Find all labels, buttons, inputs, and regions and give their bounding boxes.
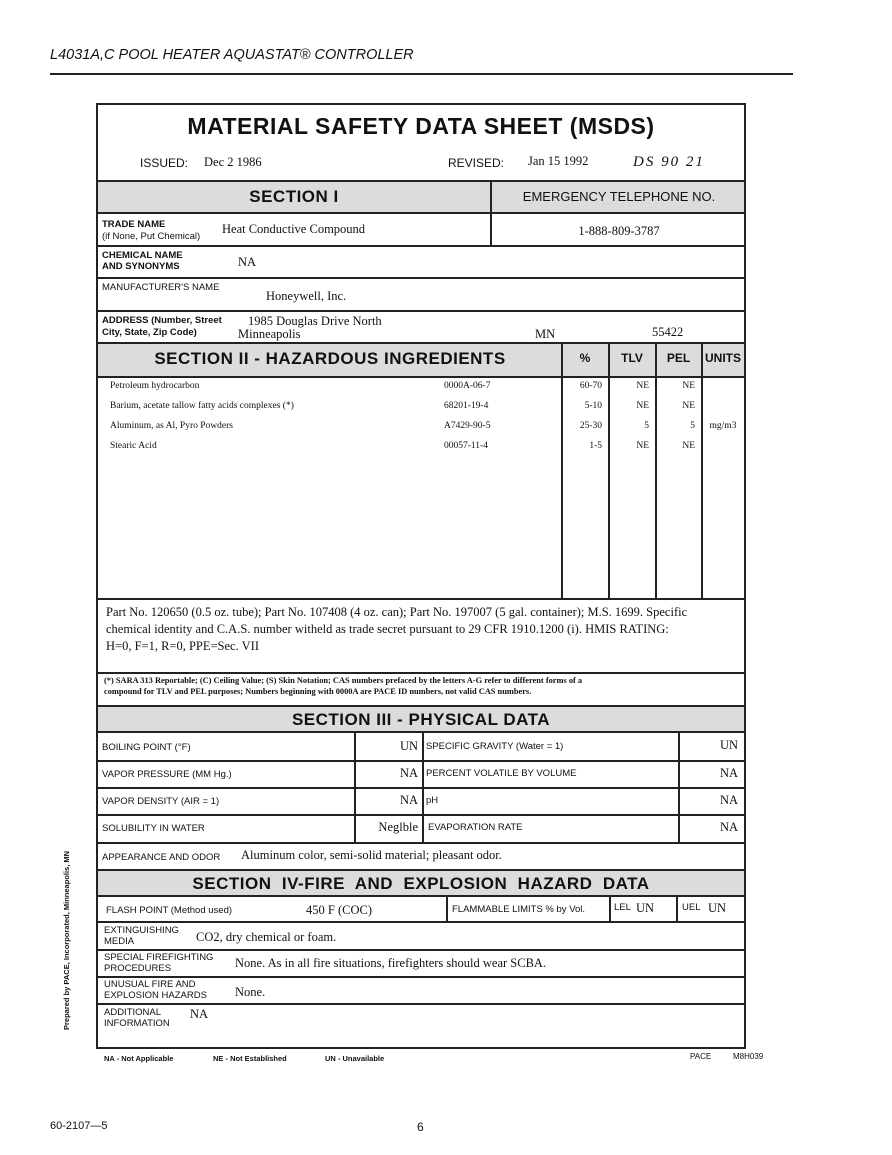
chem-name-value: NA xyxy=(238,255,257,269)
phys-value: NA xyxy=(719,766,738,780)
col-units: UNITS xyxy=(705,351,741,365)
emergency-heading: EMERGENCY TELEPHONE NO. xyxy=(522,189,716,204)
uel-label: UEL xyxy=(682,902,701,913)
handwritten-code: DS 90 21 xyxy=(633,154,705,170)
page-header-title: L4031A,C POOL HEATER AQUASTAT® CONTROLLER xyxy=(50,47,414,63)
revised-label: REVISED: xyxy=(448,156,505,170)
ingredient-cas: 00057-11-4 xyxy=(444,441,488,451)
trade-name-sub: (if None, Put Chemical) xyxy=(102,231,201,242)
appearance-label: APPEARANCE AND ODOR xyxy=(102,852,221,863)
col-pel: PEL xyxy=(666,351,691,365)
appearance-value: Aluminum color, semi-solid material; pleasant odor. xyxy=(241,848,502,862)
special-value: None. As in all fire situations, firefighters should wear SCBA. xyxy=(235,956,547,970)
phys-value: Neglble xyxy=(378,820,418,834)
phys-value: NA xyxy=(719,793,738,807)
part-note-3: H=0, F=1, R=0, PPE=Sec. VII xyxy=(106,639,259,653)
extinguishing-label-1: EXTINGUISHING xyxy=(104,925,179,936)
table-row xyxy=(98,441,744,461)
table-row xyxy=(98,814,744,842)
address-label: ADDRESS (Number, Street xyxy=(102,315,222,326)
manufacturer-label: MANUFACTURER'S NAME xyxy=(102,282,220,293)
table-row xyxy=(98,401,744,421)
header-rule xyxy=(50,73,793,75)
ingredient-name: Petroleum hydrocarbon xyxy=(110,381,200,391)
table-row xyxy=(98,787,744,814)
ingredient-pct: 25-30 xyxy=(579,421,602,431)
issued-value: Dec 2 1986 xyxy=(204,155,262,169)
table-row xyxy=(98,733,744,760)
ingredient-pel: NE xyxy=(682,441,695,451)
legend-code: M8H039 xyxy=(733,1052,764,1061)
ingredient-pct: 60-70 xyxy=(579,381,602,391)
issued-label: ISSUED: xyxy=(140,156,189,170)
col-tlv: TLV xyxy=(621,351,643,365)
table-row xyxy=(98,381,744,401)
additional-label-1: ADDITIONAL xyxy=(104,1007,162,1018)
msds-sheet xyxy=(96,103,746,1049)
unusual-value: None. xyxy=(235,985,266,999)
footnote-1: (*) SARA 313 Reportable; (C) Ceiling Value; (S) Skin Notation; CAS numbers prefaced by the letters A-G refer to different forms of a xyxy=(104,676,583,685)
phys-value: NA xyxy=(399,766,418,780)
ingredient-pel: NE xyxy=(682,381,695,391)
legend-na: NA - Not Applicable xyxy=(104,1054,174,1063)
section-3-heading: SECTION III - PHYSICAL DATA xyxy=(291,710,551,729)
address-line1: 1985 Douglas Drive North xyxy=(248,314,382,328)
phys-value: NA xyxy=(719,820,738,834)
flash-label: FLASH POINT (Method used) xyxy=(106,905,233,916)
revised-value: Jan 15 1992 xyxy=(528,154,589,168)
flammable-label: FLAMMABLE LIMITS % by Vol. xyxy=(452,904,586,915)
page-number: 6 xyxy=(417,1120,424,1134)
address-city: Minneapolis xyxy=(238,327,301,341)
lel-value: UN xyxy=(636,901,655,915)
unusual-label-2: EXPLOSION HAZARDS xyxy=(104,990,207,1001)
ingredient-tlv: NE xyxy=(636,381,649,391)
part-note-2: chemical identity and C.A.S. number witheld as trade secret pursuant to 29 CFR 1910.1200 (i). HMIS RATING: xyxy=(106,622,669,636)
ingredient-cas: 0000A-06-7 xyxy=(444,381,491,391)
table-row xyxy=(98,760,744,787)
uel-value: UN xyxy=(708,901,727,915)
legend-un: UN - Unavailable xyxy=(325,1054,385,1063)
legend-pace: PACE xyxy=(690,1052,712,1061)
extinguishing-label-2: MEDIA xyxy=(104,936,135,947)
phys-value: UN xyxy=(399,739,418,753)
flash-value: 450 F (COC) xyxy=(306,903,372,917)
phys-label: VAPOR PRESSURE (MM Hg.) xyxy=(102,769,232,780)
section-4-heading: SECTION IV-FIRE AND EXPLOSION HAZARD DATA xyxy=(192,874,650,893)
ingredient-name: Barium, acetate tallow fatty acids complexes (*) xyxy=(110,401,294,411)
ingredient-name: Aluminum, as Al, Pyro Powders xyxy=(110,421,233,431)
extinguishing-value: CO2, dry chemical or foam. xyxy=(196,930,337,944)
ingredient-tlv: 5 xyxy=(644,421,649,431)
phys-label: SPECIFIC GRAVITY (Water = 1) xyxy=(426,741,564,752)
table-row xyxy=(98,421,744,441)
doc-number: 60-2107—5 xyxy=(50,1120,108,1132)
manufacturer-value: Honeywell, Inc. xyxy=(266,289,347,303)
phys-label: EVAPORATION RATE xyxy=(428,822,523,833)
special-label-1: SPECIAL FIREFIGHTING xyxy=(104,952,214,963)
ingredient-pct: 5-10 xyxy=(584,401,602,411)
lel-label: LEL xyxy=(614,902,631,913)
col-pct: % xyxy=(579,351,591,365)
address-state: MN xyxy=(535,327,556,341)
chem-name-sub: AND SYNONYMS xyxy=(102,261,180,272)
ingredient-name: Stearic Acid xyxy=(110,441,157,451)
emergency-phone: 1-888-809-3787 xyxy=(578,224,660,238)
address-sub: City, State, Zip Code) xyxy=(102,327,197,338)
phys-label: SOLUBILITY IN WATER xyxy=(102,823,205,834)
section-1-heading: SECTION I xyxy=(249,187,339,206)
chem-name-label: CHEMICAL NAME xyxy=(102,250,183,261)
ingredient-units: mg/m3 xyxy=(709,421,737,431)
phys-value: NA xyxy=(399,793,418,807)
phys-label: VAPOR DENSITY (AIR = 1) xyxy=(102,796,220,807)
section-2-heading: SECTION II - HAZARDOUS INGREDIENTS xyxy=(154,349,506,368)
additional-value: NA xyxy=(190,1007,209,1021)
side-credit: Prepared by PACE, Incorporated, Minneapolis, MN xyxy=(62,850,71,1030)
ingredient-tlv: NE xyxy=(636,441,649,451)
ingredient-pel: 5 xyxy=(690,421,695,431)
unusual-label-1: UNUSUAL FIRE AND xyxy=(104,979,196,990)
special-label-2: PROCEDURES xyxy=(104,963,172,974)
phys-label: pH xyxy=(426,795,439,806)
ingredient-cas: A7429-90-5 xyxy=(444,421,491,431)
phys-value: UN xyxy=(719,738,738,752)
trade-name-value: Heat Conductive Compound xyxy=(222,222,366,236)
msds-title: MATERIAL SAFETY DATA SHEET (MSDS) xyxy=(187,113,655,139)
phys-label: PERCENT VOLATILE BY VOLUME xyxy=(426,768,577,779)
ingredient-pel: NE xyxy=(682,401,695,411)
phys-label: BOILING POINT (°F) xyxy=(102,742,191,753)
part-note-1: Part No. 120650 (0.5 oz. tube); Part No. 107408 (4 oz. can); Part No. 197007 (5 gal. container); M.S. 1699. Specific xyxy=(106,605,688,619)
legend-ne: NE - Not Established xyxy=(213,1054,287,1063)
additional-label-2: INFORMATION xyxy=(104,1018,170,1029)
trade-name-label: TRADE NAME xyxy=(102,219,166,230)
footnote-2: compound for TLV and PEL purposes; Numbers beginning with 0000A are PACE ID numbers, not valid CAS numbers. xyxy=(104,687,532,696)
ingredient-tlv: NE xyxy=(636,401,649,411)
ingredient-pct: 1-5 xyxy=(589,441,602,451)
ingredient-cas: 68201-19-4 xyxy=(444,401,489,411)
address-zip: 55422 xyxy=(652,325,684,339)
